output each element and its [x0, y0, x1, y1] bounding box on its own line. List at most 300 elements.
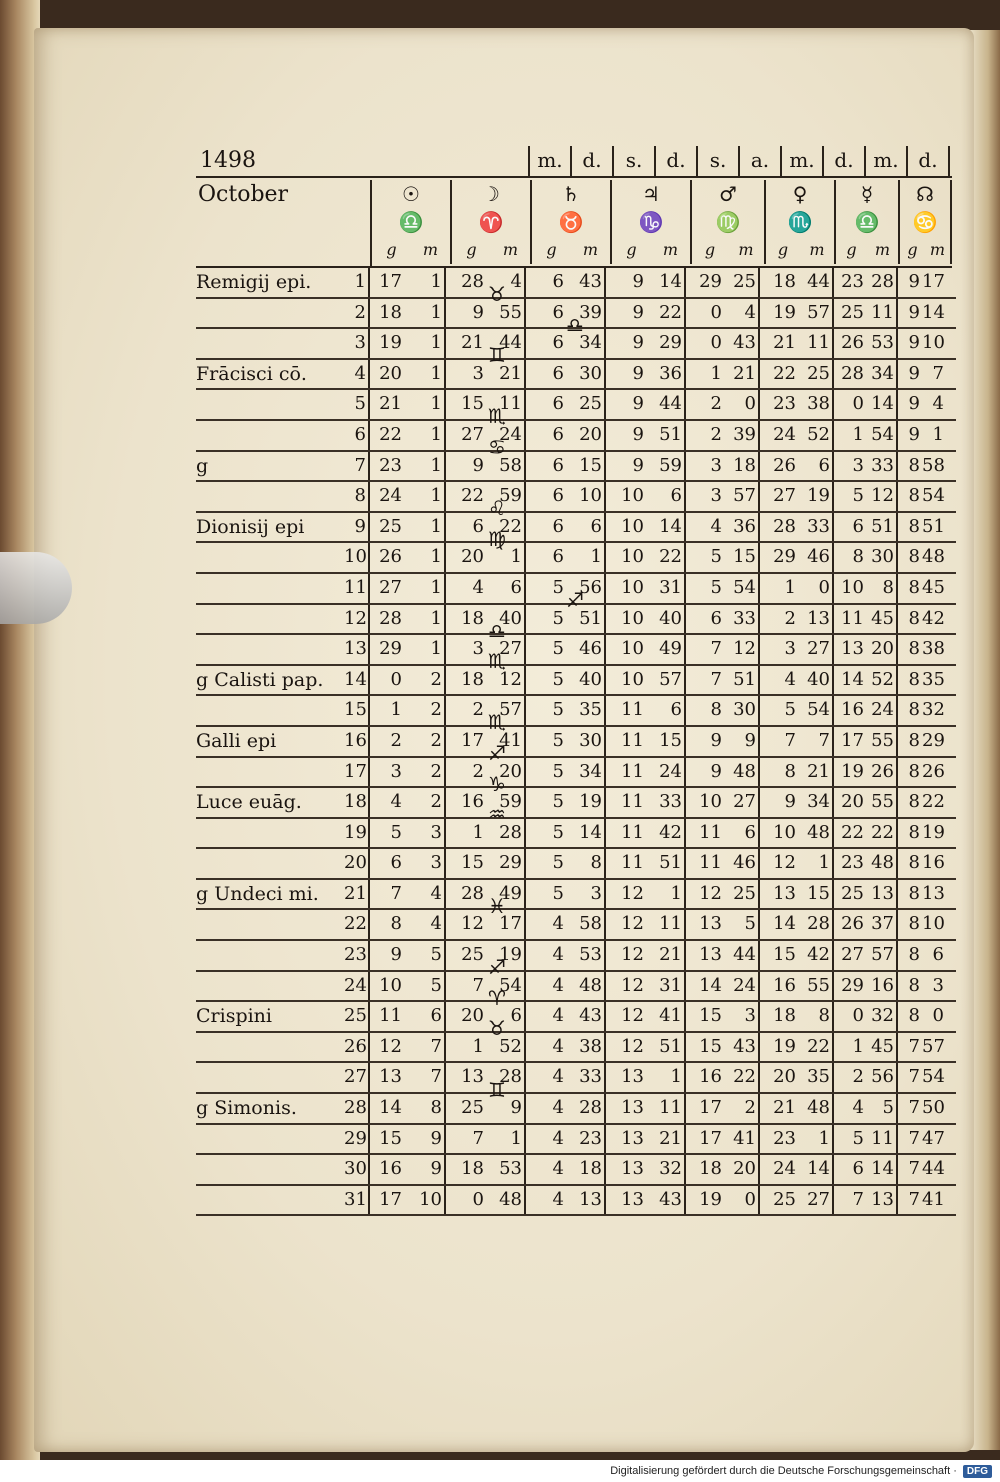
day-number: 5 [344, 390, 370, 419]
table-row [196, 1125, 956, 1156]
table-cell: 44 [798, 268, 834, 297]
subcol-label: g [777, 240, 789, 259]
table-cell: 11 [486, 390, 526, 419]
table-cell: 12 [621, 913, 644, 935]
table-cell: 4 [390, 791, 402, 813]
table-cell: 8 [798, 1002, 834, 1031]
table-row [196, 849, 956, 880]
table-cell: 1 [566, 543, 606, 572]
table-cell: 52 [486, 1033, 526, 1062]
table-cell: 19 [922, 821, 945, 843]
table-cell: 33 [646, 788, 686, 817]
day-number: 1 [344, 268, 370, 297]
table-row [196, 635, 956, 666]
table-cell: 32 [922, 699, 945, 721]
table-cell: 3 [472, 362, 484, 384]
table-cell: 8 [710, 699, 722, 721]
table-cell: 14 [866, 390, 898, 419]
table-cell: 5 [552, 699, 564, 721]
zodiac-sign-icon: ♉ [488, 282, 506, 306]
unit-label: s. [698, 146, 740, 176]
table-cell: 22 [461, 485, 484, 507]
table-cell: 1 [852, 423, 864, 445]
table-cell: 15 [699, 1005, 722, 1027]
table-cell: 37 [866, 910, 898, 939]
table-row [196, 268, 956, 299]
table-cell: 15 [379, 1127, 402, 1149]
table-cell: 1 [404, 329, 446, 358]
table-cell: 38 [566, 1033, 606, 1062]
planet-symbol: ☉ [372, 180, 452, 208]
table-cell: 15 [566, 452, 606, 481]
table-cell: 23 [773, 1127, 796, 1149]
subcol-label: m [502, 240, 519, 259]
subcol-label: g [546, 240, 557, 259]
zodiac-sign-icon: ♏ [488, 404, 506, 429]
table-cell: 11 [621, 791, 644, 813]
table-cell: 27 [724, 788, 760, 817]
day-number: 6 [344, 421, 370, 450]
table-cell: 30 [566, 360, 606, 389]
table-cell: 11 [866, 1125, 898, 1154]
feast-label [196, 1125, 344, 1154]
table-cell: 11 [866, 299, 898, 328]
table-cell: 22 [646, 299, 686, 328]
table-cell: 5 [552, 882, 564, 904]
table-cell: 5 [552, 638, 564, 660]
day-number: 12 [344, 605, 370, 634]
table-cell: 4 [552, 944, 564, 966]
table-cell: 32 [866, 1002, 898, 1031]
table-cell: 54 [798, 696, 834, 725]
table-cell: 6 [552, 485, 564, 507]
table-cell: 8 [908, 913, 920, 935]
table-cell: 51 [724, 666, 760, 695]
sign-symbol: ♍ [692, 208, 766, 236]
table-row [196, 1002, 956, 1033]
table-cell: 9 [632, 362, 644, 384]
table-cell: 9 [908, 332, 920, 354]
table-cell: 2 [852, 1066, 864, 1088]
table-cell: 44 [486, 329, 526, 358]
table-cell: 41 [646, 1002, 686, 1031]
table-row [196, 788, 956, 819]
table-cell: 29 [922, 729, 945, 751]
table-cell: 25 [724, 880, 760, 909]
table-cell: 21 [646, 1125, 686, 1154]
table-cell: 13 [621, 1127, 644, 1149]
day-number: 21 [344, 880, 370, 909]
table-cell: 11 [646, 1094, 686, 1123]
table-cell: 26 [379, 546, 402, 568]
table-cell: 21 [724, 360, 760, 389]
table-cell: 0 [932, 1005, 944, 1027]
table-cell: 57 [486, 696, 526, 725]
table-cell: 0 [798, 574, 834, 603]
table-cell: 57 [724, 482, 760, 511]
table-cell: 6 [552, 454, 564, 476]
table-cell: 5 [710, 576, 722, 598]
table-cell: 5 [404, 941, 446, 970]
feast-label: Frācisci cō. [196, 362, 307, 385]
table-cell: 16 [773, 974, 796, 996]
table-cell: 1 [798, 849, 834, 878]
unit-label: a. [740, 146, 782, 176]
table-cell: 7 [404, 1063, 446, 1092]
table-cell: 4 [552, 1127, 564, 1149]
table-cell: 31 [646, 972, 686, 1001]
table-cell: 9 [908, 423, 920, 445]
table-cell: 4 [486, 268, 526, 297]
table-cell: 5 [784, 699, 796, 721]
table-cell: 8 [908, 791, 920, 813]
table-cell: 5 [552, 607, 564, 629]
table-cell: 51 [566, 605, 606, 634]
table-cell: 23 [773, 393, 796, 415]
feast-label [196, 819, 344, 848]
table-cell: 5 [724, 910, 760, 939]
day-number: 27 [344, 1063, 370, 1092]
table-cell: 11 [841, 607, 864, 629]
table-cell: 47 [922, 1127, 945, 1149]
zodiac-sign-icon: ♋ [488, 435, 506, 459]
table-cell: 13 [841, 638, 864, 660]
table-cell: 26 [866, 758, 898, 787]
table-cell: 0 [724, 1186, 760, 1215]
table-cell: 23 [841, 271, 864, 292]
table-cell: 59 [646, 452, 686, 481]
table-cell: 38 [922, 638, 945, 660]
table-cell: 6 [852, 1158, 864, 1180]
table-cell: 5 [404, 972, 446, 1001]
table-cell: 28 [798, 910, 834, 939]
table-cell: 22 [486, 513, 526, 542]
table-cell: 39 [724, 421, 760, 450]
table-cell: 2 [784, 607, 796, 629]
planet-symbol: ☿ [836, 180, 900, 208]
feast-label [196, 941, 344, 970]
planet-symbol: ♂ [692, 180, 766, 208]
subcol-label: m [422, 240, 439, 259]
table-cell: 5 [552, 760, 564, 782]
table-cell: 51 [646, 1033, 686, 1062]
table-cell: 10 [699, 791, 722, 813]
table-cell: 12 [866, 482, 898, 511]
table-cell: 35 [798, 1063, 834, 1092]
table-cell: 58 [486, 452, 526, 481]
table-cell: 14 [773, 913, 796, 935]
subcol-label: m [874, 240, 891, 259]
zodiac-sign-icon: ♌ [488, 496, 506, 521]
table-cell: 8 [908, 515, 920, 537]
table-cell: 19 [379, 332, 402, 354]
table-cell: 17 [922, 271, 945, 292]
unit-label: d. [824, 146, 866, 176]
table-cell: 51 [646, 421, 686, 450]
table-cell: 11 [699, 821, 722, 843]
table-cell: 41 [724, 1125, 760, 1154]
table-cell: 7 [798, 727, 834, 756]
table-cell: 27 [798, 1186, 834, 1215]
table-cell: 14 [866, 1155, 898, 1184]
table-cell: 4 [552, 913, 564, 935]
table-cell: 5 [866, 1094, 898, 1123]
table-cell: 18 [773, 1005, 796, 1027]
table-cell: 10 [922, 332, 945, 354]
table-cell: 54 [922, 485, 945, 507]
zodiac-sign-icon: ♎ [566, 312, 584, 337]
table-cell: 2 [724, 1094, 760, 1123]
table-cell: 9 [404, 1125, 446, 1154]
table-cell: 23 [566, 1125, 606, 1154]
table-cell: 8 [908, 974, 920, 996]
table-cell: 9 [908, 271, 920, 292]
feast-label: Dionisij epi [196, 515, 305, 538]
table-cell: 10 [621, 668, 644, 690]
day-number: 26 [344, 1033, 370, 1062]
table-cell: 28 [486, 819, 526, 848]
table-cell: 1 [646, 880, 686, 909]
day-number: 15 [344, 696, 370, 725]
table-cell: 13 [621, 1158, 644, 1180]
table-cell: 15 [773, 944, 796, 966]
feast-label [196, 1155, 344, 1184]
table-row [196, 482, 956, 513]
zodiac-sign-icon: ♐ [566, 588, 584, 612]
table-cell: 10 [621, 515, 644, 537]
feast-label: g [196, 454, 209, 477]
table-cell: 24 [724, 972, 760, 1001]
table-cell: 36 [724, 513, 760, 542]
table-cell: 46 [566, 635, 606, 664]
table-cell: 8 [908, 729, 920, 751]
table-cell: 19 [798, 482, 834, 511]
degree-minute-header [532, 236, 612, 264]
table-cell: 2 [404, 727, 446, 756]
table-cell: 25 [461, 944, 484, 966]
table-cell: 29 [379, 638, 402, 660]
table-cell: 23 [841, 852, 864, 874]
table-cell: 13 [922, 882, 945, 904]
day-number: 14 [344, 666, 370, 695]
table-row [196, 941, 956, 972]
table-cell: 1 [404, 605, 446, 634]
table-cell: 1 [404, 574, 446, 603]
table-cell: 13 [566, 1186, 606, 1215]
day-number: 3 [344, 329, 370, 358]
table-cell: 2 [404, 758, 446, 787]
table-cell: 1 [404, 360, 446, 389]
table-row [196, 1033, 956, 1064]
table-cell: 1 [710, 362, 722, 384]
planet-symbol: ♄ [532, 180, 612, 208]
table-cell: 54 [486, 972, 526, 1001]
table-cell: 6 [932, 944, 944, 966]
table-cell: 53 [866, 329, 898, 358]
table-cell: 2 [404, 666, 446, 695]
table-cell: 39 [566, 299, 606, 328]
table-cell: 4 [724, 299, 760, 328]
table-cell: 20 [486, 758, 526, 787]
table-cell: 6 [552, 301, 564, 323]
table-cell: 17 [379, 1188, 402, 1210]
day-number: 22 [344, 910, 370, 939]
table-cell: 28 [866, 268, 898, 297]
table-cell: 11 [798, 329, 834, 358]
table-cell: 7 [390, 882, 402, 904]
table-cell: 11 [621, 729, 644, 751]
table-cell: 0 [710, 332, 722, 354]
table-cell: 8 [908, 454, 920, 476]
table-cell: 28 [486, 1063, 526, 1092]
table-cell: 10 [841, 576, 864, 598]
table-cell: 4 [932, 393, 944, 415]
feast-label [196, 1186, 344, 1215]
unit-label: d. [908, 146, 950, 176]
table-cell: 53 [486, 1155, 526, 1184]
table-cell: 41 [486, 727, 526, 756]
table-cell: 19 [773, 301, 796, 323]
table-cell: 48 [486, 1186, 526, 1215]
day-number: 16 [344, 727, 370, 756]
table-cell: 19 [841, 760, 864, 782]
table-cell: 55 [486, 299, 526, 328]
table-cell: 10 [404, 1186, 446, 1215]
table-cell: 42 [922, 607, 945, 629]
table-cell: 7 [404, 1033, 446, 1062]
subcol-label: m [929, 240, 946, 259]
table-cell: 54 [866, 421, 898, 450]
table-cell: 1 [486, 1125, 526, 1154]
table-cell: 29 [646, 329, 686, 358]
table-cell: 15 [798, 880, 834, 909]
table-row [196, 1094, 956, 1125]
table-cell: 21 [646, 941, 686, 970]
table-cell: 8 [908, 1005, 920, 1027]
feast-label [196, 329, 344, 358]
table-row [196, 972, 956, 1003]
table-cell: 10 [922, 913, 945, 935]
table-cell: 34 [566, 329, 606, 358]
day-number: 10 [344, 543, 370, 572]
feast-label [196, 758, 344, 787]
degree-minute-header [900, 236, 952, 264]
table-cell: 14 [646, 513, 686, 542]
table-cell: 6 [472, 515, 484, 537]
table-cell: 10 [621, 485, 644, 507]
table-cell: 38 [798, 390, 834, 419]
unit-label: d. [656, 146, 698, 176]
table-cell: 8 [908, 607, 920, 629]
table-cell: 55 [798, 972, 834, 1001]
table-cell: 14 [798, 1155, 834, 1184]
table-cell: 4 [852, 1097, 864, 1119]
table-cell: 4 [404, 880, 446, 909]
feast-label [196, 849, 344, 878]
table-row [196, 543, 956, 574]
zodiac-sign-icon: ♐ [488, 955, 506, 980]
table-cell: 7 [852, 1188, 864, 1210]
table-cell: 6 [798, 452, 834, 481]
table-cell: 4 [552, 1005, 564, 1027]
table-cell: 5 [552, 668, 564, 690]
table-cell: 26 [841, 332, 864, 354]
table-cell: 6 [404, 1002, 446, 1031]
table-cell: 6 [724, 819, 760, 848]
table-cell: 6 [486, 1002, 526, 1031]
table-cell: 57 [866, 941, 898, 970]
table-cell: 9 [632, 393, 644, 415]
table-cell: 6 [552, 423, 564, 445]
zodiac-sign-icon: ♑ [488, 771, 506, 796]
table-cell: 25 [798, 360, 834, 389]
day-number: 31 [344, 1186, 370, 1215]
table-cell: 40 [486, 605, 526, 634]
table-cell: 3 [404, 819, 446, 848]
table-cell: 6 [390, 852, 402, 874]
table-cell: 1 [852, 1035, 864, 1057]
day-number: 4 [344, 360, 370, 389]
table-cell: 20 [724, 1155, 760, 1184]
table-cell: 1 [404, 452, 446, 481]
table-cell: 9 [632, 271, 644, 292]
table-cell: 1 [404, 268, 446, 297]
day-number: 13 [344, 635, 370, 664]
table-cell: 4 [552, 1158, 564, 1180]
subcol-label: m [582, 240, 599, 259]
table-cell: 7 [472, 1127, 484, 1149]
table-cell: 24 [379, 485, 402, 507]
unit-label: m. [782, 146, 824, 176]
table-cell: 27 [773, 485, 796, 507]
table-cell: 40 [566, 666, 606, 695]
table-cell: 7 [908, 1097, 920, 1119]
table-cell: 10 [773, 821, 796, 843]
table-cell: 52 [798, 421, 834, 450]
table-cell: 20 [841, 791, 864, 813]
planet-symbol: ☽ [452, 180, 532, 208]
table-row [196, 421, 956, 452]
table-cell: 9 [472, 301, 484, 323]
table-cell: 2 [390, 729, 402, 751]
table-cell: 18 [699, 1158, 722, 1180]
table-cell: 3 [932, 974, 944, 996]
table-cell: 6 [486, 574, 526, 603]
table-cell: 12 [486, 666, 526, 695]
table-cell: 24 [646, 758, 686, 787]
table-cell: 25 [841, 301, 864, 323]
table-cell: 11 [379, 1005, 402, 1027]
table-cell: 11 [646, 910, 686, 939]
table-cell: 11 [621, 821, 644, 843]
feast-label [196, 635, 344, 664]
day-number: 29 [344, 1125, 370, 1154]
table-cell: 34 [566, 758, 606, 787]
table-cell: 13 [621, 1188, 644, 1210]
table-cell: 44 [922, 1158, 945, 1180]
table-cell: 10 [621, 546, 644, 568]
table-cell: 7 [908, 1127, 920, 1149]
table-cell: 5 [710, 546, 722, 568]
feast-label [196, 421, 344, 450]
table-cell: 12 [379, 1035, 402, 1057]
day-number: 8 [344, 482, 370, 511]
table-cell: 1 [784, 576, 796, 598]
table-row [196, 390, 956, 421]
day-number: 18 [344, 788, 370, 817]
table-cell: 16 [866, 972, 898, 1001]
table-cell: 18 [461, 607, 484, 629]
